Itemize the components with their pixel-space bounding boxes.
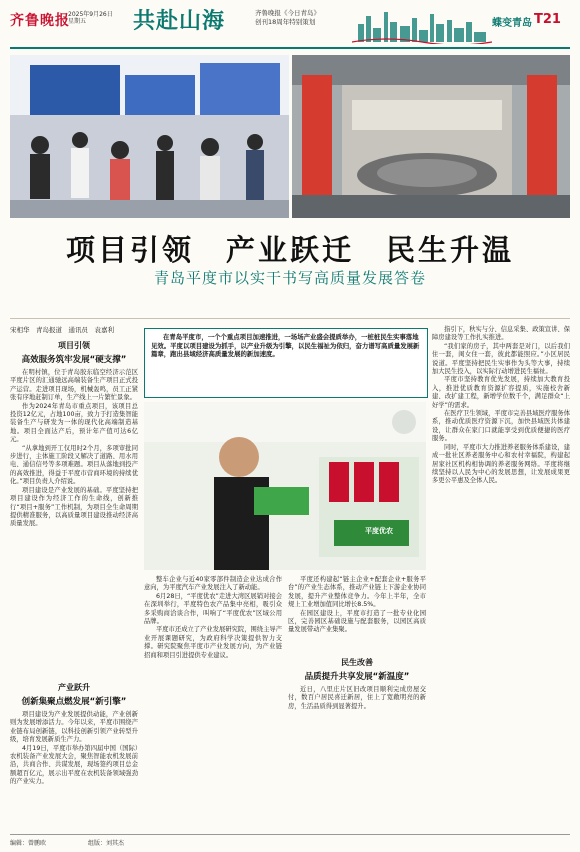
section-kicker: 项目引领 — [58, 341, 90, 350]
product-sign: 平度优农 — [365, 527, 393, 535]
article-body — [288, 686, 426, 711]
header-rule — [10, 47, 570, 49]
column-3 — [144, 576, 282, 660]
section-heading — [288, 657, 426, 682]
issue-date — [68, 11, 113, 25]
section-kicker: 产业跃升 — [58, 683, 90, 692]
exhibition-scene-image — [10, 55, 289, 218]
editor-credits — [10, 838, 124, 847]
paragraph: 作为2024年青岛市重点项目，该项目总投资12亿元，占地100亩，致力于打造集智能装备生产与研发为一体的现代化高端制造基地。项目全面达产后，预计年产值可达6亿元。 — [10, 402, 138, 444]
lead-text: 在青岛平度市，一个个重点项目加速推进，一场场产业盛会提质举办，一桩桩民生实事落地见效。平度以项目建设为抓手，以产业升级为引擎，以民生福祉为依归，奋力谱写高质量发展新篇章，跑出县域经济高质量发展的新加速度。 — [151, 333, 420, 358]
divider — [10, 318, 570, 319]
paragraph: 近日，八里庄片区旧改项目顺利完成房屋交付，数百户居民喜迁新居，住上了宽敞明亮的新房，生活品质得到显著提升。 — [288, 685, 426, 710]
section-title: 品质提升共享发展“新温度” — [304, 671, 410, 682]
column-4 — [288, 576, 426, 711]
main-headline: 项目引领 产业跃迁 民生升温 — [65, 233, 514, 267]
section-title: 创新集聚点燃发展“新引擎” — [21, 697, 127, 707]
lead-summary-box — [144, 328, 428, 398]
paragraph: 项目建设为产业发展提供动能，产业创新则为发展增添活力。今年以来，平度市围绕产业链布局创新链，以科技创新引领产业转型升级，培育发展新质生产力。 — [10, 711, 138, 744]
paragraph: 平度市坚持教育优先发展，持续加大教育投入，推进优质教育资源扩容提质，实施校舍新建、改扩建工程，新增学位数千个，满足群众“上好学”的需求。 — [432, 376, 570, 409]
column-5 — [432, 326, 570, 486]
section-heading — [10, 340, 138, 365]
page-number: T21 — [534, 12, 561, 27]
section-name: 蝶变青岛 — [492, 18, 532, 29]
byline: 宋相华 青岛报道 通讯员 袁嘉利 — [10, 326, 114, 334]
paragraph: 6月28日，“平度优农”走进大湾区展销对接会在深圳举行，平度特色农产品集中亮相，吸引众多采购商洽谈合作，叫响了“平度优农”区域公用品牌。 — [144, 592, 282, 626]
date-text: 2025年9月26日 — [68, 11, 113, 18]
factory-photo — [292, 55, 570, 218]
article-body — [288, 576, 426, 635]
factory-machine-image — [292, 55, 570, 218]
paragraph: 在明村镇，位于青岛胶东临空经济示范区平度片区的汇通驰远高端装备生产项目正式投产运营。走进项目现场，机械轰鸣，员工正紧张有序地赶制订单，生产线上一片繁忙景象。 — [10, 369, 138, 402]
product-photo — [144, 402, 426, 570]
section-kicker: 民生改善 — [341, 657, 373, 667]
special-motto: 共赴山海 — [133, 8, 226, 34]
sub-headline: 青岛平度市以实干书写高质量发展答卷 — [153, 269, 426, 287]
paragraph: 同时，平度市大力推进养老服务体系建设，建成一批社区养老服务中心和农村幸福院，构建起居家社区机构相协调的养老服务网络。平度将继续坚持以人民为中心的发展思想，让发展成果更多更公平惠及全体人民。 — [432, 443, 570, 485]
section-title: 高效服务筑牢发展“硬支撑” — [21, 355, 127, 365]
paragraph: 在园区建设上，平度市打造了一批专业化园区，完善园区基础设施与配套服务，以园区高质量发展带动产业集聚。 — [288, 609, 426, 634]
city-skyline-icon — [352, 6, 492, 44]
paragraph: 在医疗卫生领域，平度市完善县域医疗服务体系，推动优质医疗资源下沉，加快县域医共体建设，让群众在家门口就能享受到优质便捷的医疗服务。 — [432, 410, 570, 443]
paragraph: 4月19日，平度市举办第四届中国（国际）农机装备产业发展大会，聚焦智能农机发展前沿，共商合作、共谋发展，现场签约项目总金额超百亿元，展示出平度在农机装备领域强劲的产业实力。 — [10, 744, 138, 786]
editor-name: 编辑：曾鹏欧 — [10, 840, 47, 847]
column-1 — [10, 340, 138, 529]
product-promo-image — [144, 402, 426, 570]
page-header — [0, 0, 580, 50]
paragraph: 项目建设是产业发展的基础。平度坚持把项目建设作为经济工作的生命线，创新推行“项目+服务”工作机制，为项目全生命周期提供精准服务，以高质量项目建设推动经济高质量发展。 — [10, 486, 138, 528]
special-subtitle — [255, 9, 320, 27]
paragraph: 整车企业与近40家零部件制造企业达成合作意向，为平度汽车产业发展注入了新动能。 — [144, 576, 282, 592]
paragraph: 平度市还成立了产业发展研究院，围绕主导产业开展课题研究，为政府科学决策提供智力支撑。研究院聚焦平度市产业发展方向，为产业链招商和项目引进提供专业建议。 — [144, 626, 282, 659]
footer-rule — [10, 834, 570, 835]
newspaper-logo: 齐鲁晚报 — [10, 13, 70, 29]
weekday-text: 星期五 — [68, 18, 87, 25]
subtitle-line-2: 创刊18周年特别策划 — [255, 18, 316, 26]
paragraph: “从拿地到开工仅用时2个月，多项审批同步进行，主体施工阶段又解决了道路、用水用电、通信信号等多项难题。项目从落地到投产的高效推进，得益于平度市营商环境的持续优化。”项目负责人介绍说。 — [10, 444, 138, 486]
section-heading — [10, 682, 138, 707]
paragraph: “我们家的房子，其中两套是对门，以后我们住一套，闺女住一套，彼此都能照应。”小区居民说道。平度坚持把民生实事作为头等大事，持续加大民生投入，以实际行动增进民生福祉。 — [432, 342, 570, 376]
column-1-lower — [10, 682, 138, 787]
designer-name: 组版：刘其杰 — [87, 840, 124, 847]
paragraph: 指引下，秋实与分、信息采集、政策宣讲、保障房建设等工作扎实推进。 — [432, 326, 570, 342]
paragraph: 平度还构建起“链主企业+配套企业+服务平台”的产业生态体系，推动产业链上下游企业协同发展，提升产业整体竞争力。今年上半年，全市规上工业增加值同比增长8.5%。 — [288, 576, 426, 609]
article-body — [10, 369, 138, 529]
article-body — [10, 711, 138, 787]
exhibition-photo — [10, 55, 289, 218]
subtitle-line-1: 齐鲁晚报《今日青岛》 — [255, 9, 320, 17]
